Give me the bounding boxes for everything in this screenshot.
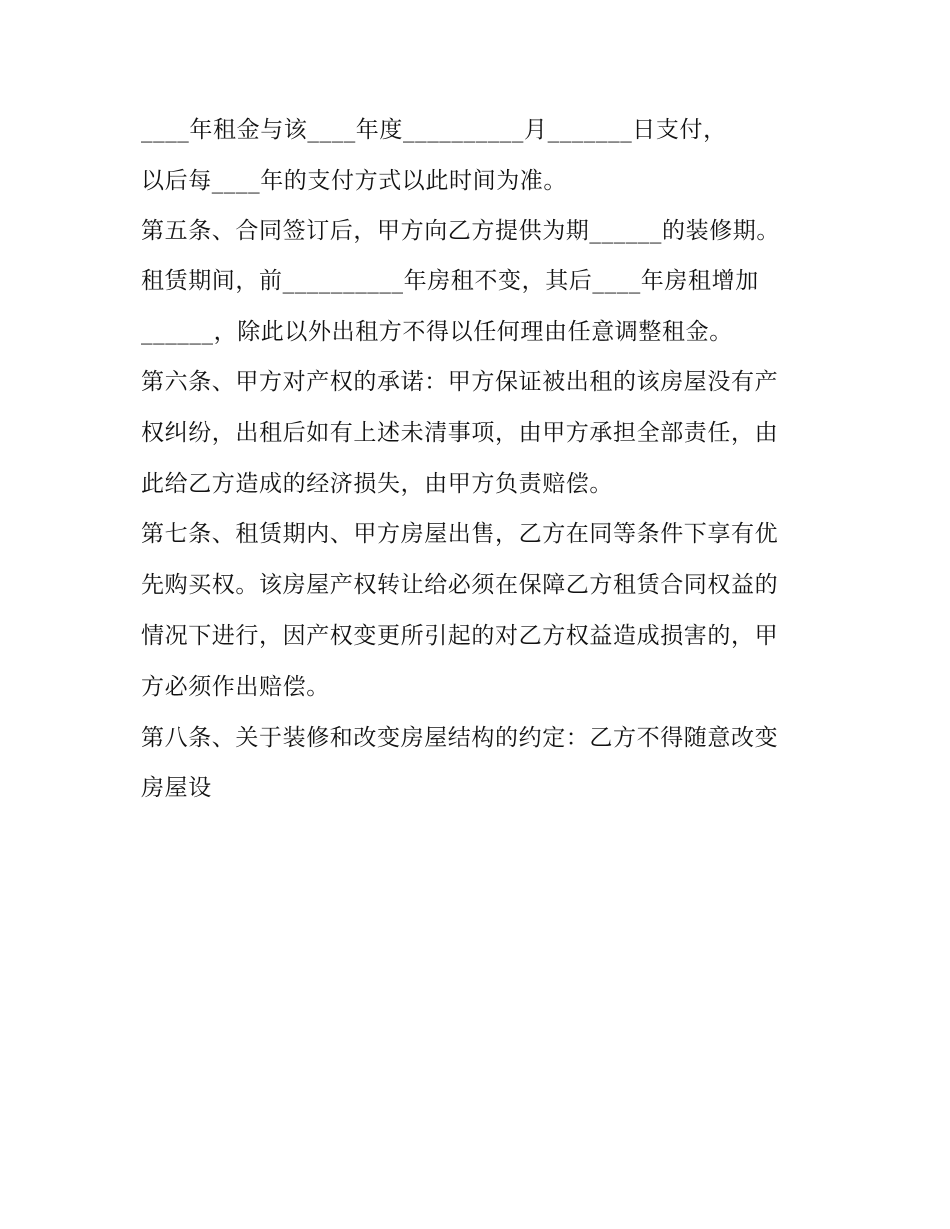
text-line: 租赁期间，前__________年房租不变，其后____年房租增加 (141, 268, 759, 294)
text-line: 房屋设 (141, 775, 212, 801)
text-line: ____年租金与该____年度__________月_______日支付， (141, 117, 727, 143)
text-line: 第七条、租赁期内、甲方房屋出售，乙方在同等条件下享有优 (141, 521, 779, 547)
text-line: 先购买权。该房屋产权转让给必须在保障乙方租赁合同权益的 (141, 572, 779, 598)
text-line: 情况下进行，因产权变更所引起的对乙方权益造成损害的，甲 (141, 623, 779, 649)
text-line: 权纠纷，出租后如有上述未清事项，由甲方承担全部责任，由 (141, 420, 779, 446)
text-line: ______，除此以外出租方不得以任何理由任意调整租金。 (141, 319, 733, 345)
text-line: 第五条、合同签订后，甲方向乙方提供为期______的装修期。 (141, 218, 780, 244)
text-line: 方必须作出赔偿。 (141, 674, 330, 700)
text-line: 以后每____年的支付方式以此时间为准。 (141, 168, 567, 194)
text-line: 第六条、甲方对产权的承诺：甲方保证被出租的该房屋没有产 (141, 369, 779, 395)
text-line: 此给乙方造成的经济损失，由甲方负责赔偿。 (141, 471, 613, 497)
text-line: 第八条、关于装修和改变房屋结构的约定：乙方不得随意改变 (141, 725, 779, 751)
